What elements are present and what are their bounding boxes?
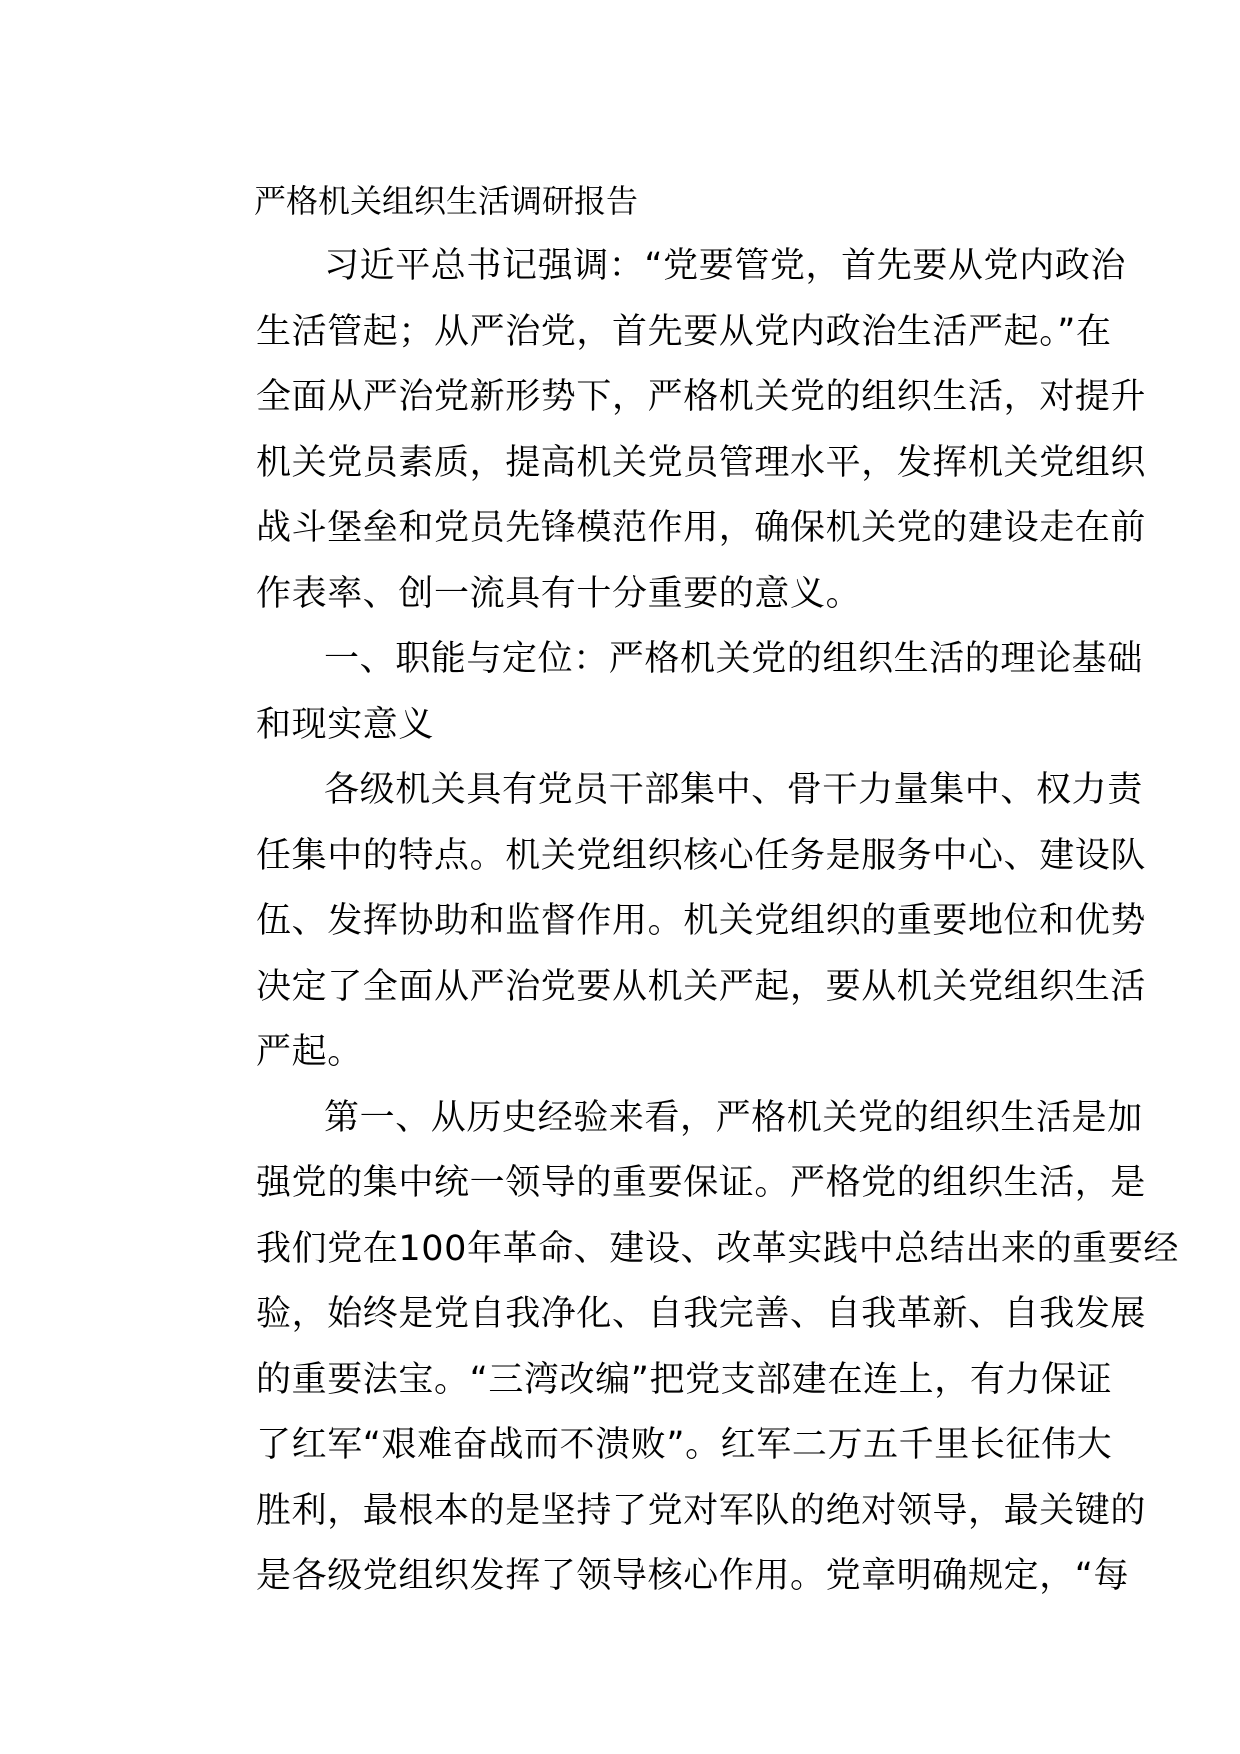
paragraph-line: 习近平总书记强调：“党要管党，首先要从党内政治 xyxy=(324,246,1126,286)
paragraph-line: 决定了全面从严治党要从机关严起，要从机关党组织生活 xyxy=(256,966,1147,1007)
paragraph-line: 各级机关具有党员干部集中、骨干力量集中、权力责 xyxy=(324,770,1143,810)
paragraph-line: 验，始终是党自我净化、自我完善、自我革新、自我发展 xyxy=(256,1294,1147,1334)
paragraph-line: 是各级党组织发挥了领导核心作用。党章明确规定，“每 xyxy=(256,1556,1130,1596)
paragraph-line: 第一、从历史经验来看，严格机关党的组织生活是加 xyxy=(324,1097,1143,1138)
paragraph-line: 了红军“艰难奋战而不溃败”。红军二万五千里长征伟大 xyxy=(256,1425,1113,1465)
paragraph-line: 全面从严治党新形势下，严格机关党的组织生活，对提升 xyxy=(256,377,1147,417)
paragraph-line: 生活管起；从严治党，首先要从党内政治生活严起。”在 xyxy=(256,311,1112,352)
paragraph-line: 强党的集中统一领导的重要保证。严格党的组织生活，是 xyxy=(256,1163,1147,1203)
paragraph-line: 作表率、创一流具有十分重要的意义。 xyxy=(256,573,862,614)
paragraph-line: 一、职能与定位：严格机关党的组织生活的理论基础 xyxy=(324,639,1143,679)
paragraph-line: 任集中的特点。机关党组织核心任务是服务中心、建设队 xyxy=(256,835,1147,876)
paragraph-line: 严起。 xyxy=(256,1032,363,1072)
document-title: 严格机关组织生活调研报告 xyxy=(254,182,639,220)
document-page xyxy=(188,168,1180,1610)
paragraph-line: 我们党在100年革命、建设、改革实践中总结出来的重要经 xyxy=(256,1228,1180,1269)
paragraph-line: 和现实意义 xyxy=(256,704,435,745)
paragraph-intro xyxy=(188,234,1147,627)
section-heading-1 xyxy=(188,627,1143,758)
paragraph-body-1 xyxy=(188,758,1147,1086)
paragraph-line: 胜利，最根本的是坚持了党对军队的绝对领导，最关键的 xyxy=(256,1490,1147,1531)
paragraph-line: 伍、发挥协助和监督作用。机关党组织的重要地位和优势 xyxy=(256,901,1147,941)
paragraph-body-2 xyxy=(188,1086,1180,1610)
paragraph-line: 战斗堡垒和党员先锋模范作用，确保机关党的建设走在前 xyxy=(256,508,1147,548)
paragraph-line: 的重要法宝。“三湾改编”把党支部建在连上，有力保证 xyxy=(256,1359,1113,1400)
paragraph-line: 机关党员素质，提高机关党员管理水平，发挥机关党组织 xyxy=(256,442,1147,483)
